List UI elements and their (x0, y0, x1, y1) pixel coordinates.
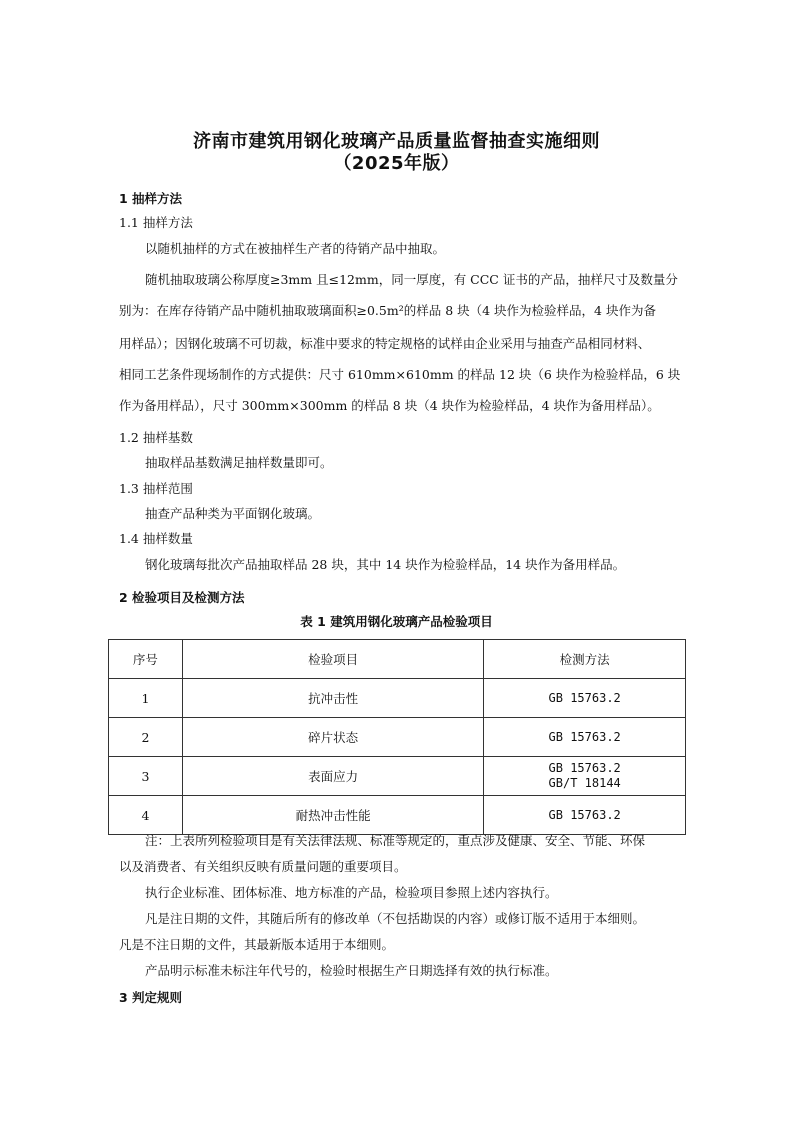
table-cell-item: 碎片状态 (182, 718, 483, 757)
section-1-2-heading: 1.2 抽样基数 (119, 430, 193, 445)
table-cell-item: 抗冲击性 (182, 679, 483, 718)
method-line: GB/T 18144 (548, 776, 621, 790)
paragraph-line: 凡是不注日期的文件，其最新版本适用于本细则。 (119, 937, 395, 952)
table-header-cell: 检验项目 (182, 640, 483, 679)
table-cell-method: GB 15763.2 (484, 679, 686, 718)
section-1-1-heading: 1.1 抽样方法 (119, 215, 193, 230)
inspection-items-table (108, 639, 686, 835)
method-line: GB 15763.2 (548, 761, 621, 775)
paragraph-line: 别为：在库存待销产品中随机抽取玻璃面积≥0.5m²的样品 8 块（4 块作为检验样品，4 块作为备 (119, 303, 656, 318)
section-3-heading: 3 判定规则 (119, 990, 183, 1005)
paragraph-sampling-scope: 抽查产品种类为平面钢化玻璃。 (145, 506, 321, 521)
paragraph-execution-standards: 执行企业标准、团体标准、地方标准的产品，检验项目参照上述内容执行。 (145, 885, 558, 900)
table-cell-no: 1 (109, 679, 183, 718)
section-1-4-heading: 1.4 抽样数量 (119, 531, 193, 546)
paragraph-line: 随机抽取玻璃公称厚度≥3mm 且≤12mm，同一厚度，有 CCC 证书的产品，抽样尺寸及数量分 (145, 272, 678, 287)
paragraph-line: 凡是注日期的文件，其随后所有的修改单（不包括勘误的内容）或修订版不适用于本细则。 (145, 911, 646, 926)
table-cell-method (484, 757, 686, 796)
paragraph-line: 相同工艺条件现场制作的方式提供：尺寸 610mm×610mm 的样品 12 块（6 块作为检验样品，6 块 (119, 367, 681, 382)
table-row (109, 757, 686, 796)
paragraph-line: 用样品）；因钢化玻璃不可切裁，标准中要求的特定规格的试样由企业采用与抽查产品相同材料、 (119, 336, 651, 351)
paragraph-sampling-quantity: 钢化玻璃每批次产品抽取样品 28 块，其中 14 块作为检验样品，14 块作为备用样品。 (145, 557, 626, 572)
table-cell-item: 耐热冲击性能 (182, 796, 483, 835)
table-cell-no: 2 (109, 718, 183, 757)
paragraph-sampling-base: 抽取样品基数满足抽样数量即可。 (145, 455, 333, 470)
note-line: 以及消费者、有关组织反映有质量问题的重要项目。 (119, 859, 407, 874)
table-cell-no: 3 (109, 757, 183, 796)
note-line: 注：上表所列检验项目是有关法律法规、标准等规定的，重点涉及健康、安全、节能、环保 (145, 833, 646, 848)
document-title: 济南市建筑用钢化玻璃产品质量监督抽查实施细则 (193, 131, 600, 152)
table-cell-method: GB 15763.2 (484, 796, 686, 835)
table-cell-method: GB 15763.2 (484, 718, 686, 757)
table-header-cell: 检测方法 (484, 640, 686, 679)
table-header-row (109, 640, 686, 679)
table-header-cell: 序号 (109, 640, 183, 679)
paragraph-standard-year: 产品明示标准未标注年代号的，检验时根据生产日期选择有效的执行标准。 (145, 963, 558, 978)
table-row (109, 679, 686, 718)
table-cell-no: 4 (109, 796, 183, 835)
table-cell-item: 表面应力 (182, 757, 483, 796)
section-2-heading: 2 检验项目及检测方法 (119, 590, 245, 605)
section-1-3-heading: 1.3 抽样范围 (119, 481, 193, 496)
table-row (109, 718, 686, 757)
table-caption: 表 1 建筑用钢化玻璃产品检验项目 (300, 614, 493, 629)
paragraph-random-sampling: 以随机抽样的方式在被抽样生产者的待销产品中抽取。 (145, 241, 446, 256)
paragraph-line: 作为备用样品），尺寸 300mm×300mm 的样品 8 块（4 块作为检验样品，4 块作为备用样品）。 (119, 398, 660, 413)
table-row (109, 796, 686, 835)
section-1-heading: 1 抽样方法 (119, 191, 183, 206)
document-subtitle: （2025年版） (333, 153, 460, 174)
